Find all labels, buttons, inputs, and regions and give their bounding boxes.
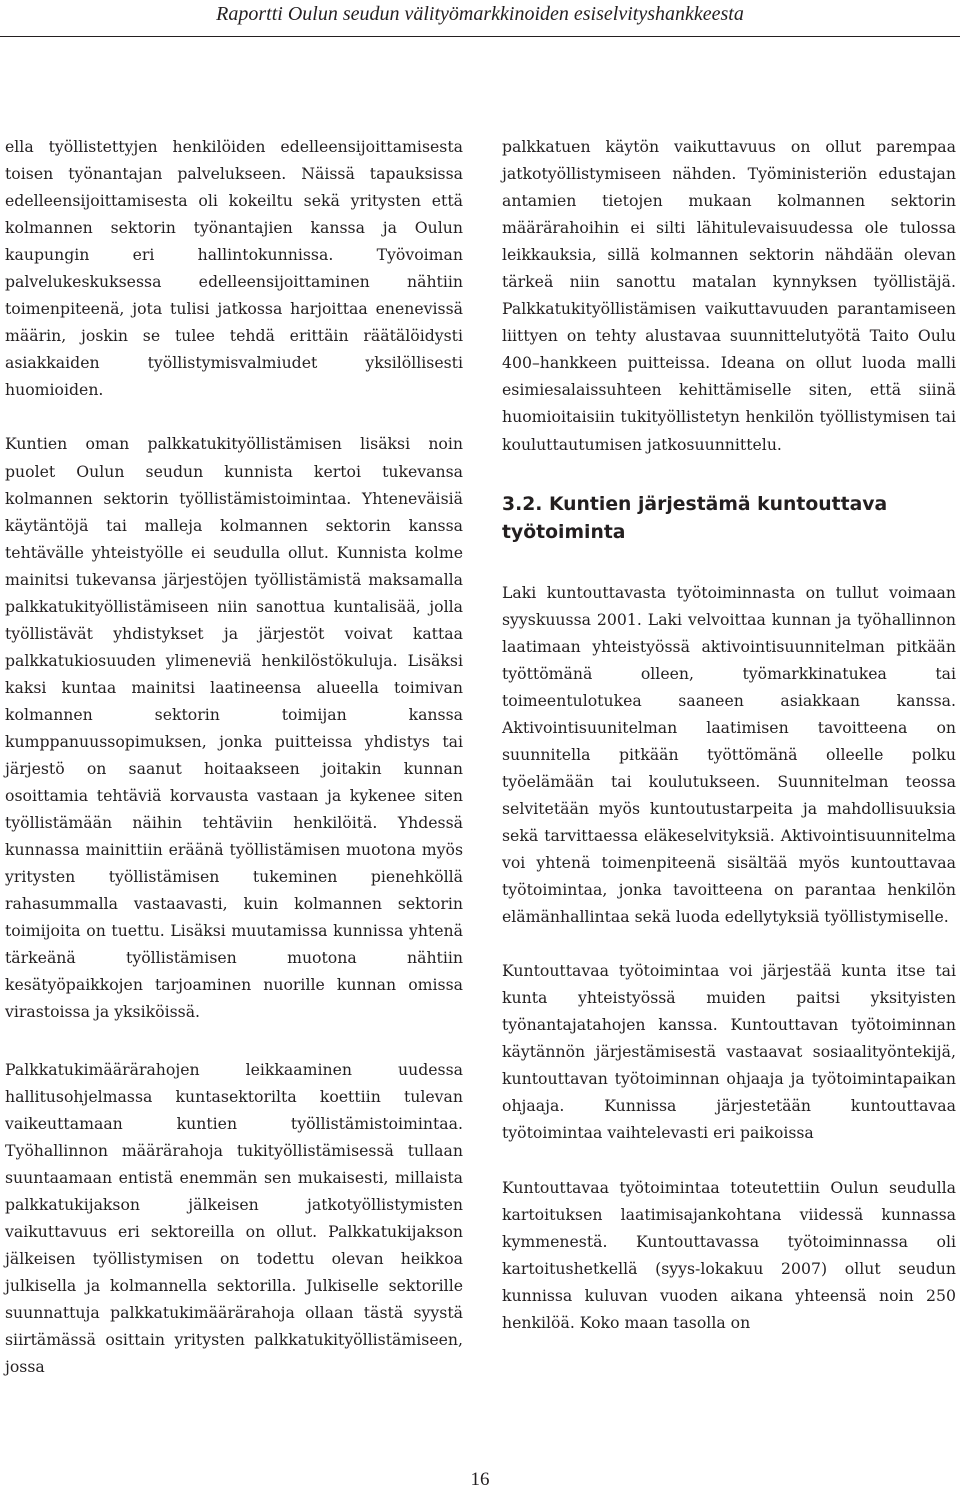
right-paragraph-2: Laki kuntouttavasta työtoiminnasta on tullut voimaan syyskuussa 2001. Laki velvoittaa kunnan ja työhallinnon laatimaan yhteistyössä aktivointisuunnitelman pitkään työttömänä olleen, työmarkkinatukea tai toimeentulotukea saaneen asiakkaan kanssa. Aktivointisuunitelman laatimisen tavoitteena on suunnitella pitkään työttömänä olleelle polku työelämään tai koulutukseen. Suunnitelman teossa selvitetään myös kuntoutustarpeita ja mahdollisuuksia sekä tarvittaessa eläkeselvityksiä. Aktivointisuunnitelma voi yhtenä toimenpiteenä sisältää myös kuntouttavaa työtoimintaa, jonka tavoitteena on parantaa henkilön elämänhallintaa sekä luoda edellytyksiä työllistymiselle.	[502, 582, 956, 927]
left-column	[5, 133, 463, 1380]
right-column	[502, 133, 956, 1336]
header-divider	[0, 36, 960, 37]
running-header: Raportti Oulun seudun välityömarkkinoiden esiselvityshankkeesta	[216, 3, 744, 25]
left-paragraph-3: Palkkatukimäärärahojen leikkaaminen uudessa hallitusohjelmassa kuntasektorilta koettiin tulevan vaikeuttamaan kuntien työllistämistoimintaa. Työhallinnon määrärahoja tukityöllistämisessä tullaan suuntaamaan entistä enemmän sen mukaisesti, millaista palkkatukijakson jälkeisen jatkotyöllistymisten vaikuttavuus eri sektoreilla on ollut. Palkkatukijakson jälkeisen työllistymisen on todettu olevan heikkoa julkisella ja kolmannella sektorilla. Julkiselle sektorille suunnattuja palkkatukimäärärahoja ollaan tästä syystä siirtämässä osittain yritysten palkkatukityöllistämiseen, jossa	[5, 1059, 463, 1377]
left-paragraph-2: Kuntien oman palkkatukityöllistämisen lisäksi noin puolet Oulun seudun kunnista kertoi tukevansa kolmannen sektorin työllistämistoimintaa. Yhteneväisiä käytäntöjä tai malleja kolmannen sektorin kanssa tehtävälle yhteistyölle ei seudulla ollut. Kunnista kolme mainitsi tukevansa järjestöjen työllistämistä maksamalla palkkatukityöllistämiseen niin sanottua kuntalisää, jolla työllistävät yhdistykset ja järjestöt voivat kattaa palkkatukiosuuden ylimeneviä henkilöstökuluja. Lisäksi kaksi kuntaa mainitsi laatineensa alueella toimivan kolmannen sektorin toimijan kanssa kumppanuussopimuksen, jonka puitteissa yhdistys tai järjestö on saanut hoitaakseen joitakin kunnan osoittamia tehtäviä korvausta vastaan ja kykenee siten työllistämään näihin tehtäviin henkilöitä. Yhdessä kunnassa mainittiin eräänä työllistämisen muotona myös yritysten työllistämisen tukeminen pienehköllä rahasummalla vastaavasti, kuin kolmannen sektorin toimijoita on tuettu. Lisäksi muutamissa kunnissa yhtenä tärkeänä työllistämisen muotona nähtiin kesätyöpaikkojen tarjoaminen nuorille kunnan omissa virastoissa ja yksiköissä.	[5, 434, 463, 1022]
section-heading: 3.2. Kuntien järjestämä kuntouttava työtoiminta	[502, 493, 888, 543]
left-paragraph-1: ella työllistettyjen henkilöiden edelleensijoittamisesta toisen työnantajan palvelukseen. Näissä tapauksissa edelleensijoittamisesta oli kokeiltu sekä yritysten että kolmannen sektorin työnantajien kanssa ja Oulun kaupungin eri hallintokunnissa. Työvoiman palvelukeskuksessa edelleensijoittaminen nähtiin toimenpiteenä, jota tulisi jatkossa harjoittaa enenevissä määrin, joskin se tulee tehdä erittäin räätälöidysti asiakkaiden työllistymisvalmiudet yksilöllisesti huomioiden.	[5, 137, 463, 400]
right-paragraph-3: Kuntouttavaa työtoimintaa voi järjestää kunta itse tai kunta yhteistyössä muiden paitsi yksityisten työnantajatahojen kanssa. Kuntouttavan työtoiminnan käytännön järjestämisestä vastaavat sosiaalityöntekijä, kuntouttavan työtoiminnan ohjaaja ja työtoimintapaikan ohjaaja. Kunnissa järjestetään kuntouttavaa työtoimintaa vaihtelevasti eri paikoissa	[502, 961, 956, 1143]
right-paragraph-1: palkkatuen käytön vaikuttavuus on ollut parempaa jatkotyöllistymiseen nähden. Työministeriön edustajan antamien tietojen mukaan kolmannen sektorin määrärahoihin ei silti lähitulevaisuudessa ole tulossa leikkauksia, sillä kolmannen sektorin nähdään olevan tärkeä niin sanottu matalan kynnyksen työllistäjä. Palkkatukityöllistämisen vaikuttavuuden parantamiseen liittyen on tehty alustavaa suunnittelutyötä Taito Oulu 400–hankkeen puitteissa. Ideana on ollut luoda malli esimiesalaissuhteen kehittämiselle siten, että siinä huomioitaisiin tukityöllistetyn henkilön työllistymisen tai kouluttautumisen jatkosuunnittelu.	[502, 137, 956, 454]
page-number: 16	[470, 1469, 490, 1490]
right-paragraph-4: Kuntouttavaa työtoimintaa toteutettiin Oulun seudulla kartoituksen laatimisajankohtana viidessä kunnassa kymmenestä. Kuntouttavassa työtoiminnassa oli kartoitushetkellä (syys-lokakuu 2007) ollut seudun kunnissa kuluvan vuoden aikana yhteensä noin 250 henkilöä. Koko maan tasolla on	[502, 1177, 956, 1332]
